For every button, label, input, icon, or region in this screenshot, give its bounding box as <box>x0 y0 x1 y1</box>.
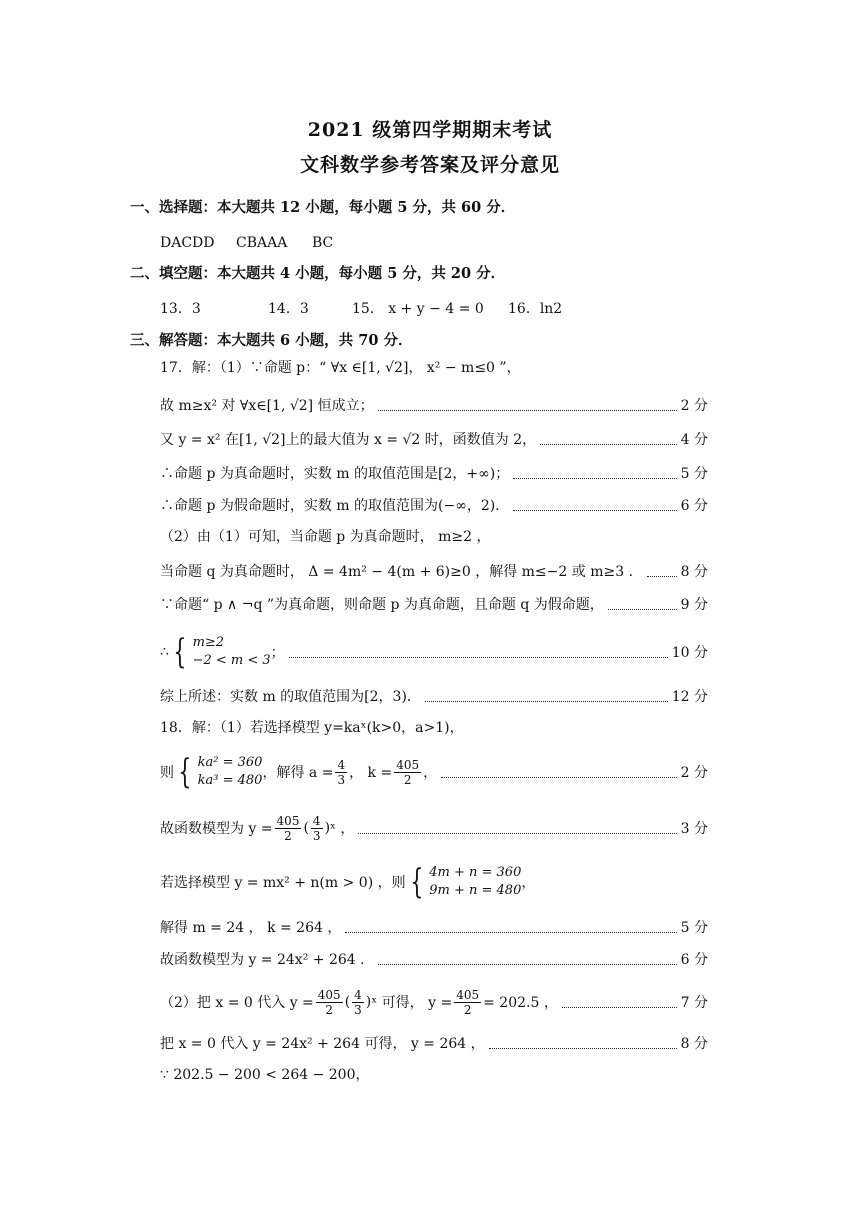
q18-line-6 <box>160 984 708 1020</box>
q18-l6-score: 7 分 <box>680 995 708 1011</box>
fraction-denominator: 3 <box>312 828 321 843</box>
q18-system-1 <box>174 754 262 790</box>
choice-answers-group-1: DACDD <box>160 235 215 251</box>
q17-sys-bottom: −2 < m < 3 <box>192 653 271 668</box>
q17-line-5-text: 当命题 q 为真命题时， Δ = 4m² − 4(m + 6)≥0 ，解得 m≤−2 或 m≥3 ． <box>160 564 643 580</box>
fraction-result <box>454 988 481 1017</box>
q18-line-7 <box>160 1032 708 1054</box>
q17-line-2 <box>160 428 708 450</box>
q17-summary <box>160 685 708 707</box>
fraction-numerator: 405 <box>456 987 480 1002</box>
q17-line-3 <box>160 462 708 484</box>
fraction-denominator: 3 <box>337 772 346 787</box>
section-1-heading: 一、选择题：本大题共 12 小题，每小题 5 分，共 60 分． <box>130 199 516 216</box>
q18-l3-text: 若选择模型 y = mx² + n(m > 0) ，则 <box>160 875 406 891</box>
q17-part2-intro: （2）由（1）可知，当命题 p 为真命题时， m≥2 ， <box>160 529 491 545</box>
fill-answer-13: 13．3 <box>160 301 201 317</box>
choice-answers-group-2: CBAAA <box>236 235 288 251</box>
q18-l3-end: ， <box>521 875 536 891</box>
q18-line-2 <box>160 810 708 846</box>
fraction-k <box>394 758 421 787</box>
q18-l1-score: 2 分 <box>680 765 708 781</box>
leader-dots <box>358 823 676 834</box>
brace-icon: { <box>173 632 187 672</box>
fill-answer-14: 14．3 <box>268 301 309 317</box>
q18-line-4 <box>160 916 708 938</box>
q17-summary-text: 综上所述：实数 m 的取值范围为[2，3)． <box>160 689 421 705</box>
q17-line-3-score: 5 分 <box>680 466 708 482</box>
fraction-denominator: 2 <box>463 1002 472 1017</box>
fraction-denominator: 2 <box>284 828 292 843</box>
q18-line-3 <box>160 862 708 902</box>
q18-l5-text: 故函数模型为 y = 24x² + 264 ． <box>160 952 375 968</box>
leader-dots <box>647 566 677 577</box>
q18-l1-sys-bottom: ka³ = 480 <box>197 773 263 788</box>
choice-answers-group-3: BC <box>312 235 334 251</box>
q18-l7-score: 8 分 <box>680 1036 708 1052</box>
q18-l3-sys-bottom: 9m + n = 480 <box>429 883 522 898</box>
q18-l4-text: 解得 m = 24 ， k = 264 ， <box>160 920 342 936</box>
open-paren: ( <box>303 820 309 836</box>
fraction-a <box>335 758 347 787</box>
q18-l1-mid: ，解得 a = <box>262 765 334 781</box>
fill-answer-15: 15． x + y − 4 = 0 <box>352 301 484 317</box>
brace-icon: { <box>178 752 192 792</box>
q17-sys-suffix: ； <box>270 645 285 661</box>
fraction-base <box>311 814 323 843</box>
q18-system-2 <box>406 864 522 900</box>
q17-line-2-score: 4 分 <box>680 432 708 448</box>
q17-line-4-text: ∴命题 p 为假命题时，实数 m 的取值范围为(−∞，2)． <box>160 498 510 514</box>
leader-dots <box>425 691 668 702</box>
leader-dots <box>513 468 676 479</box>
leader-dots <box>608 599 677 610</box>
q18-l2-prefix: 故函数模型为 y = <box>160 821 273 837</box>
q17-line-5-score: 8 分 <box>680 564 708 580</box>
q17-line-7-score: 10 分 <box>671 645 708 661</box>
section-3-heading: 三、解答题：本大题共 6 小题，共 70 分． <box>130 332 413 349</box>
q18-l6-prefix: （2）把 x = 0 代入 y = <box>160 995 314 1011</box>
close-paren: ) <box>365 994 372 1010</box>
close-paren: ) <box>324 820 331 836</box>
open-paren: ( <box>344 994 351 1010</box>
fraction-numerator: 405 <box>276 813 300 828</box>
leader-dots <box>513 500 676 511</box>
q18-l7-text: 把 x = 0 代入 y = 24x² + 264 可得， y = 264 ， <box>160 1036 485 1052</box>
q17-intro: 17．解：（1）∵命题 p：“ ∀x ∈[1, √2]， x² − m≤0 ”， <box>160 360 521 376</box>
leader-dots <box>441 767 677 778</box>
q17-line-1-text: 故 m≥x² 对 ∀x∈[1, √2] 恒成立； <box>160 398 374 414</box>
q18-l4-score: 5 分 <box>680 920 708 936</box>
q18-l6-end: = 202.5 ， <box>483 995 558 1011</box>
brace-icon: { <box>409 862 423 902</box>
fraction-numerator: 4 <box>312 813 321 828</box>
q18-l2-end: ˣ ， <box>330 821 355 837</box>
q17-line-2-text: 又 y = x² 在[1, √2]上的最大值为 x = √2 时，函数值为 2， <box>160 432 537 448</box>
fraction-numerator: 4 <box>337 757 346 772</box>
q18-l5-score: 6 分 <box>680 952 708 968</box>
leader-dots <box>562 997 677 1008</box>
fraction-coef <box>316 988 343 1017</box>
q17-line-3-text: ∴命题 p 为真命题时，实数 m 的取值范围是[2，+∞)； <box>160 466 510 482</box>
fraction-base <box>352 988 364 1017</box>
leader-dots <box>489 1038 677 1049</box>
fraction-numerator: 4 <box>354 987 362 1002</box>
q17-line-5 <box>160 560 708 582</box>
leader-dots <box>378 400 677 411</box>
leader-dots <box>289 647 668 658</box>
q18-line-1 <box>160 752 708 792</box>
q17-inequality-system <box>169 634 271 670</box>
q18-l6-mid: ˣ 可得， y = <box>371 995 453 1011</box>
q17-line-6 <box>160 593 708 615</box>
q17-line-1-score: 2 分 <box>680 398 708 414</box>
q17-line-4-score: 6 分 <box>680 498 708 514</box>
q18-l1-prefix: 则 <box>160 765 174 781</box>
section-2-heading: 二、填空题：本大题共 4 小题，每小题 5 分，共 20 分． <box>130 265 506 282</box>
fraction-coef <box>275 814 302 843</box>
fill-answer-16: 16．ln2 <box>508 301 563 317</box>
q17-sys-prefix: ∴ <box>160 644 169 660</box>
q18-l1-end: ， <box>423 765 438 781</box>
q18-l1-sys-top: ka² = 360 <box>197 755 263 770</box>
q18-line-8: ∵ 202.5 − 200 < 264 − 200， <box>160 1067 370 1083</box>
q17-line-6-text: ∵命题“ p ∧ ¬q ”为真命题，则命题 p 为真命题，且命题 q 为假命题， <box>160 597 604 613</box>
leader-dots <box>345 922 676 933</box>
q17-line-1 <box>160 394 708 416</box>
leader-dots <box>378 954 677 965</box>
q18-l2-score: 3 分 <box>680 821 708 837</box>
exam-title: 2021 级第四学期期末考试 <box>307 119 553 141</box>
q18-l1-k: ， k = <box>349 765 393 781</box>
q17-line-6-score: 9 分 <box>680 597 708 613</box>
fraction-numerator: 405 <box>396 757 420 772</box>
q18-intro: 18．解：（1）若选择模型 y=kaˣ(k>0，a>1)， <box>160 720 464 736</box>
q17-sys-top: m≥2 <box>192 635 225 650</box>
exam-subtitle: 文科数学参考答案及评分意见 <box>299 154 560 176</box>
fraction-denominator: 2 <box>403 772 412 787</box>
leader-dots <box>540 434 677 445</box>
q17-line-7 <box>160 632 708 672</box>
fraction-numerator: 405 <box>317 987 341 1002</box>
q18-l3-sys-top: 4m + n = 360 <box>429 865 522 880</box>
q18-line-5 <box>160 948 708 970</box>
fraction-denominator: 3 <box>354 1002 362 1017</box>
fraction-denominator: 2 <box>325 1002 334 1017</box>
q17-summary-score: 12 分 <box>671 689 708 705</box>
q17-line-4 <box>160 494 708 516</box>
